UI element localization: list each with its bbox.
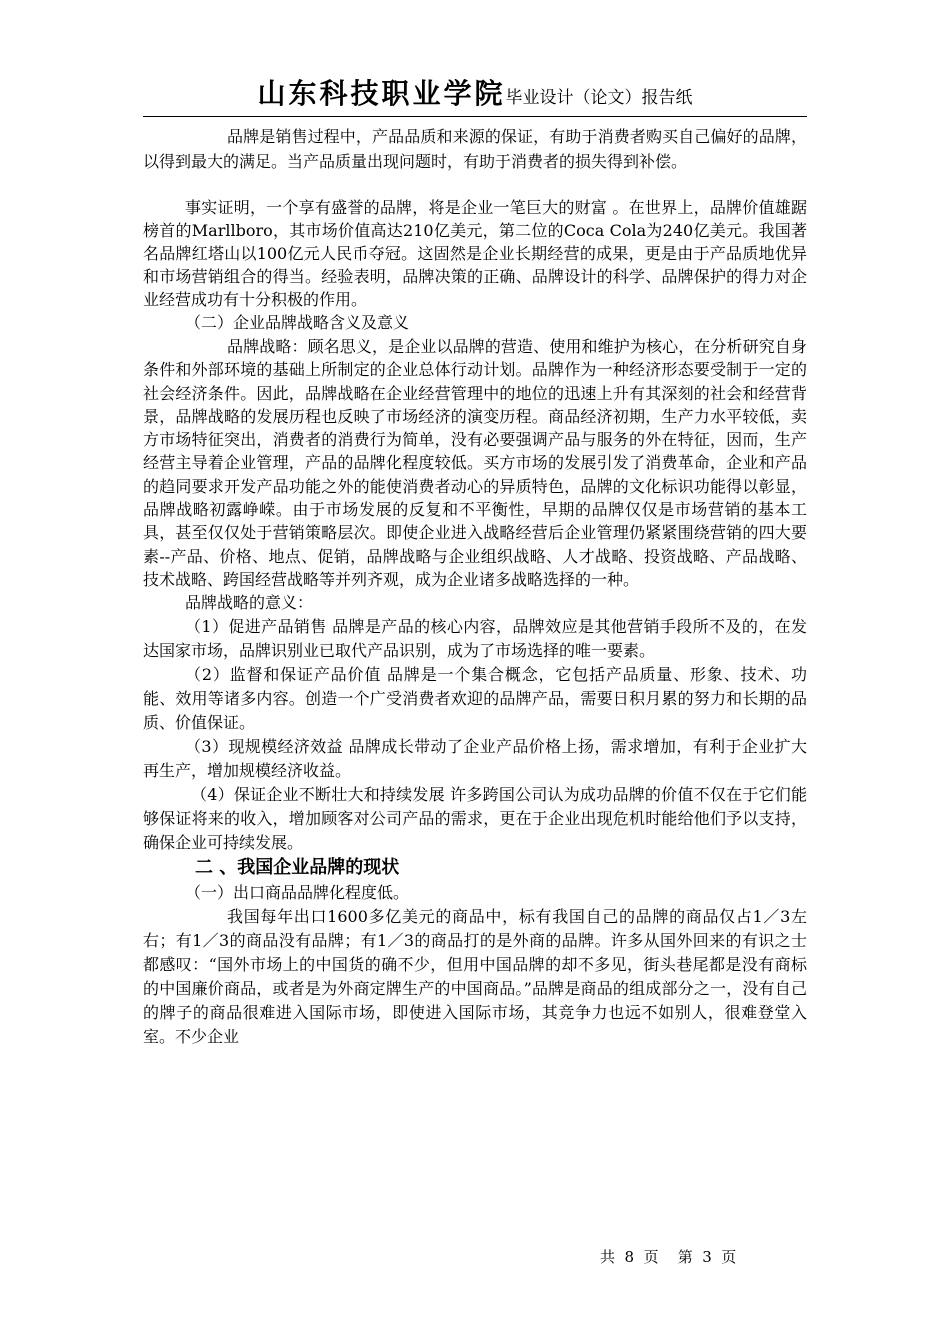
page-footer: 共 8 页 第 3 页 — [600, 1248, 737, 1266]
subheading-brand-strategy: （二）企业品牌战略含义及意义 — [185, 313, 410, 332]
header-rule — [143, 116, 807, 117]
paragraph-gap — [143, 174, 807, 196]
paragraph-export-branding: 我国每年出口1600多亿美元的商品中，标有我国自己的品牌的商品仅占1／3左右；有1／3的商品没有品牌；有1／3的商品打的是外商的品牌。许多从国外回来的有识之士都感叹：“国外市场上的中国货的确不少，但用中国品牌的却不多见，街头巷尾都是没有商标的中国廉价商品，或者是为外商定牌生产的中国商品。”品牌是商品的组成部分之一，没有自己的牌子的商品很难进入国际市场，即使进入国际市场，其竞争力也远不如别人，很难登堂入室。不少企业 — [143, 907, 807, 1047]
paragraph-meaning-1: （1）促进产品销售 品牌是产品的核心内容，品牌效应是其他营销手段所不及的，在发达国家市场，品牌识别业已取代产品识别，成为了市场选择的唯一要素。 — [143, 617, 807, 661]
paragraph-meaning-2: （2）监督和保证产品价值 品牌是一个集合概念，它包括产品质量、形象、技术、功能、效用等诸多内容。创造一个广受消费者欢迎的品牌产品，需要日积月累的努力和长期的品质、价值保证。 — [143, 665, 807, 733]
paragraph-brand-value: 事实证明，一个享有盛誉的品牌，将是企业一笔巨大的财富 。在世界上，品牌价值雄踞榜首的Marllboro，其市场价值高达210亿美元，第二位的Coca Cola为240亿美元。我国著名品牌红塔山以100亿元人民币夺冠。这固然是企业长期经营的成果，更是由于产品质地优异和市场营销组合的得当。经验表明，品牌决策的正确、品牌设计的科学、品牌保护的得力对企业经营成功有十分积极的作用。 — [143, 198, 807, 309]
page-header — [143, 72, 807, 112]
paragraph-brand-guarantee: 品牌是销售过程中，产品品质和来源的保证，有助于消费者购买自己偏好的品牌，以得到最大的满足。当产品质量出现问题时，有助于消费者的损失得到补偿。 — [143, 127, 807, 171]
subheading-export-branding: （一）出口商品品牌化程度低。 — [185, 883, 410, 903]
paragraph-meaning-3: （3）现规模经济效益 品牌成长带动了企业产品价格上扬，需求增加，有利于企业扩大再生产，增加规模经济收益。 — [143, 737, 807, 781]
header-subtitle: 毕业设计（论文）报告纸 — [505, 88, 693, 108]
paragraph-brand-strategy: 品牌战略：顾名思义，是企业以品牌的营造、使用和维护为核心，在分析研究自身条件和外部环境的基础上所制定的企业总体行动计划。品牌作为一种经济形态要受制于一定的社会经济条件。因此，品牌战略在企业经营管理中的地位的迅速上升有其深刻的社会和经营背景，品牌战略的发展历程也反映了市场经济的演变历程。商品经济初期，生产力水平较低，卖方市场特征突出，消费者的消费行为简单，没有必要强调产品与服务的外在特征，因而，生产经营主导着企业管理，产品的品牌化程度较低。买方市场的发展引发了消费革命，企业和产品的趋同要求开发产品功能之外的能使消费者动心的异质特色，品牌的文化标识功能得以彰显，品牌战略初露峥嵘。由于市场发展的反复和不平衡性，早期的品牌仅仅是市场营销的基本工具，甚至仅仅处于营销策略层次。即使企业进入战略经营后企业管理仍紧紧围绕营销的四大要素--产品、价格、地点、促销，品牌战略与企业组织战略、人才战略、投资战略、产品战略、技术战略、跨国经营战略等并列齐观，成为企业诸多战略选择的一种。 — [143, 337, 807, 589]
school-name: 山东科技职业学院 — [257, 77, 506, 110]
paragraph-strategy-meaning: 品牌战略的意义： — [185, 593, 314, 613]
paragraph-meaning-4: （4）保证企业不断壮大和持续发展 许多跨国公司认为成功品牌的价值不仅在于它们能够保证将来的收入，增加顾客对公司产品的需求，更在于企业出现危机时能给他们予以支持，确保企业可持续发展。 — [143, 785, 807, 853]
section-heading: 二 、我国企业品牌的现状 — [195, 857, 400, 879]
document-body — [143, 124, 807, 1049]
